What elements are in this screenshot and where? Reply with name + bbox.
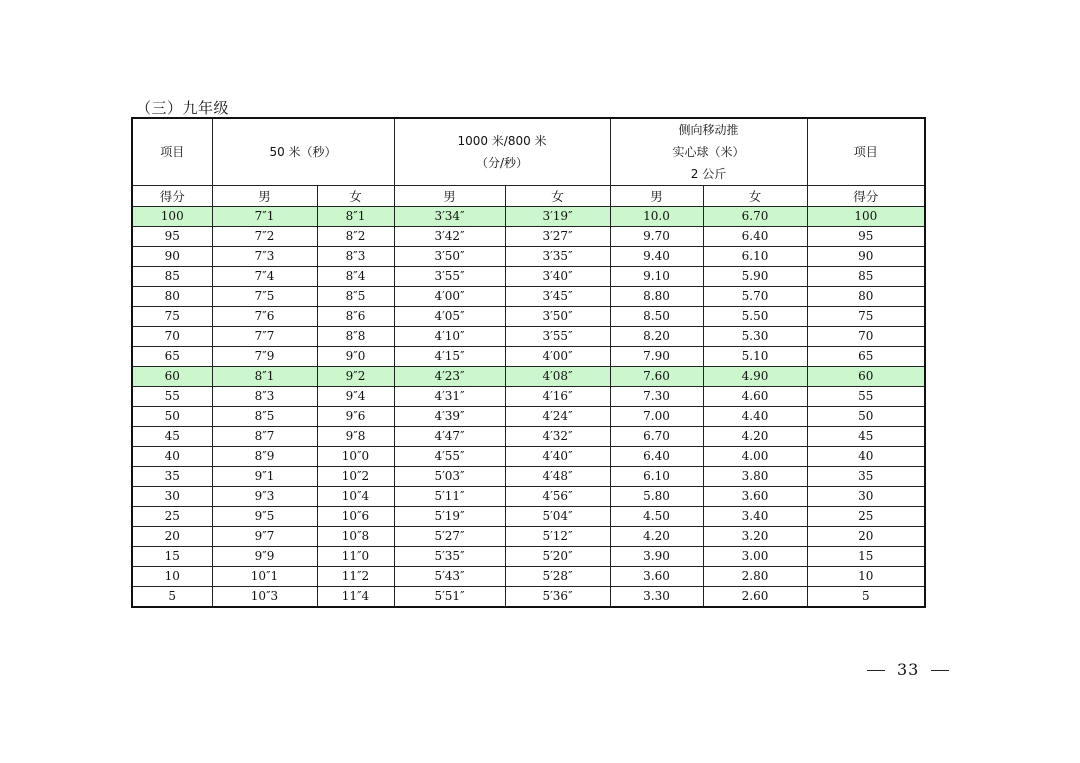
cell-ball-male: 9.40 <box>610 247 703 267</box>
subheader-ball-male: 男 <box>610 186 703 207</box>
table-row <box>132 587 925 608</box>
subheader-long-male: 男 <box>394 186 505 207</box>
table-row <box>132 467 925 487</box>
cell-score-right: 55 <box>807 387 925 407</box>
cell-long-female: 5′28″ <box>505 567 610 587</box>
cell-score-right: 85 <box>807 267 925 287</box>
cell-score: 45 <box>132 427 212 447</box>
cell-ball-male: 6.40 <box>610 447 703 467</box>
table-row <box>132 347 925 367</box>
cell-long-male: 5′19″ <box>394 507 505 527</box>
cell-score: 30 <box>132 487 212 507</box>
table-row <box>132 427 925 447</box>
cell-long-female: 3′50″ <box>505 307 610 327</box>
cell-score-right: 100 <box>807 207 925 227</box>
cell-long-female: 4′00″ <box>505 347 610 367</box>
cell-long-male: 4′05″ <box>394 307 505 327</box>
cell-long-male: 4′39″ <box>394 407 505 427</box>
cell-50m-female: 8″6 <box>317 307 394 327</box>
table-row <box>132 487 925 507</box>
score-table <box>131 117 926 608</box>
cell-long-female: 4′24″ <box>505 407 610 427</box>
cell-long-female: 3′55″ <box>505 327 610 347</box>
cell-long-female: 4′40″ <box>505 447 610 467</box>
cell-ball-male: 3.30 <box>610 587 703 608</box>
table-row <box>132 447 925 467</box>
cell-score: 95 <box>132 227 212 247</box>
section-title: （三）九年级 <box>136 99 230 117</box>
cell-50m-female: 11″0 <box>317 547 394 567</box>
cell-ball-female: 2.60 <box>703 587 807 608</box>
table-row <box>132 307 925 327</box>
cell-ball-female: 5.10 <box>703 347 807 367</box>
cell-ball-male: 6.70 <box>610 427 703 447</box>
cell-score: 100 <box>132 207 212 227</box>
cell-ball-female: 4.20 <box>703 427 807 447</box>
table-row <box>132 367 925 387</box>
cell-50m-male: 9″1 <box>212 467 317 487</box>
page-number-text: 33 <box>897 660 920 679</box>
cell-score-right: 25 <box>807 507 925 527</box>
cell-long-female: 5′36″ <box>505 587 610 608</box>
cell-ball-female: 4.00 <box>703 447 807 467</box>
cell-score: 80 <box>132 287 212 307</box>
subheader-score-left: 得分 <box>132 186 212 207</box>
cell-ball-female: 5.50 <box>703 307 807 327</box>
cell-50m-male: 10″1 <box>212 567 317 587</box>
table-row <box>132 507 925 527</box>
cell-score: 10 <box>132 567 212 587</box>
cell-long-male: 5′27″ <box>394 527 505 547</box>
cell-score: 50 <box>132 407 212 427</box>
cell-long-male: 5′43″ <box>394 567 505 587</box>
table-row <box>132 407 925 427</box>
cell-ball-male: 10.0 <box>610 207 703 227</box>
cell-score: 85 <box>132 267 212 287</box>
cell-50m-female: 9″6 <box>317 407 394 427</box>
cell-score: 40 <box>132 447 212 467</box>
cell-50m-female: 11″2 <box>317 567 394 587</box>
cell-ball-male: 7.30 <box>610 387 703 407</box>
cell-long-male: 4′23″ <box>394 367 505 387</box>
cell-score: 15 <box>132 547 212 567</box>
cell-score-right: 90 <box>807 247 925 267</box>
cell-50m-male: 7″9 <box>212 347 317 367</box>
cell-ball-female: 3.80 <box>703 467 807 487</box>
cell-long-male: 4′31″ <box>394 387 505 407</box>
cell-score-right: 50 <box>807 407 925 427</box>
cell-50m-female: 8″8 <box>317 327 394 347</box>
cell-score-right: 40 <box>807 447 925 467</box>
cell-long-female: 4′16″ <box>505 387 610 407</box>
cell-50m-female: 10″6 <box>317 507 394 527</box>
cell-50m-male: 7″6 <box>212 307 317 327</box>
cell-score-right: 45 <box>807 427 925 447</box>
cell-score-right: 10 <box>807 567 925 587</box>
subheader-ball-female: 女 <box>703 186 807 207</box>
cell-score: 90 <box>132 247 212 267</box>
cell-long-male: 3′42″ <box>394 227 505 247</box>
cell-ball-male: 8.20 <box>610 327 703 347</box>
cell-long-female: 4′08″ <box>505 367 610 387</box>
cell-score-right: 75 <box>807 307 925 327</box>
header-ball-line3: 2 公斤 <box>690 167 727 181</box>
cell-50m-male: 7″5 <box>212 287 317 307</box>
cell-ball-female: 4.90 <box>703 367 807 387</box>
header-item-left: 项目 <box>132 118 212 186</box>
cell-long-female: 3′27″ <box>505 227 610 247</box>
cell-50m-male: 8″7 <box>212 427 317 447</box>
header-row <box>132 118 925 186</box>
cell-long-female: 3′19″ <box>505 207 610 227</box>
table-row <box>132 387 925 407</box>
cell-score-right: 15 <box>807 547 925 567</box>
header-ball-line2: 实心球（米） <box>672 145 745 159</box>
cell-long-female: 4′32″ <box>505 427 610 447</box>
cell-ball-male: 7.60 <box>610 367 703 387</box>
cell-ball-female: 6.40 <box>703 227 807 247</box>
cell-long-female: 3′35″ <box>505 247 610 267</box>
table-row <box>132 227 925 247</box>
page-dash-left <box>867 670 885 671</box>
cell-50m-male: 7″4 <box>212 267 317 287</box>
cell-long-male: 5′03″ <box>394 467 505 487</box>
cell-score: 75 <box>132 307 212 327</box>
cell-50m-female: 11″4 <box>317 587 394 608</box>
subheader-50m-female: 女 <box>317 186 394 207</box>
cell-long-male: 4′47″ <box>394 427 505 447</box>
cell-score: 60 <box>132 367 212 387</box>
cell-long-male: 4′10″ <box>394 327 505 347</box>
cell-50m-male: 9″9 <box>212 547 317 567</box>
cell-score: 70 <box>132 327 212 347</box>
cell-50m-male: 7″1 <box>212 207 317 227</box>
cell-50m-female: 9″4 <box>317 387 394 407</box>
cell-long-male: 4′15″ <box>394 347 505 367</box>
table-row <box>132 287 925 307</box>
cell-score: 5 <box>132 587 212 608</box>
cell-50m-female: 10″2 <box>317 467 394 487</box>
cell-ball-female: 3.60 <box>703 487 807 507</box>
cell-ball-male: 3.60 <box>610 567 703 587</box>
cell-ball-male: 3.90 <box>610 547 703 567</box>
cell-score-right: 80 <box>807 287 925 307</box>
cell-long-male: 3′34″ <box>394 207 505 227</box>
header-long-run <box>394 118 610 186</box>
header-ball-line1: 侧向移动推 <box>678 123 739 137</box>
table-row <box>132 267 925 287</box>
cell-50m-male: 8″9 <box>212 447 317 467</box>
cell-ball-male: 5.80 <box>610 487 703 507</box>
table-row <box>132 527 925 547</box>
cell-long-female: 5′04″ <box>505 507 610 527</box>
subheader-score-right: 得分 <box>807 186 925 207</box>
cell-ball-female: 5.70 <box>703 287 807 307</box>
cell-long-male: 5′11″ <box>394 487 505 507</box>
cell-50m-male: 9″7 <box>212 527 317 547</box>
cell-50m-male: 10″3 <box>212 587 317 608</box>
cell-score-right: 95 <box>807 227 925 247</box>
cell-ball-female: 5.90 <box>703 267 807 287</box>
cell-ball-female: 3.20 <box>703 527 807 547</box>
cell-score-right: 35 <box>807 467 925 487</box>
cell-50m-male: 9″3 <box>212 487 317 507</box>
cell-50m-male: 9″5 <box>212 507 317 527</box>
cell-score: 25 <box>132 507 212 527</box>
cell-long-female: 4′48″ <box>505 467 610 487</box>
cell-long-male: 4′55″ <box>394 447 505 467</box>
cell-ball-female: 4.60 <box>703 387 807 407</box>
cell-50m-female: 10″0 <box>317 447 394 467</box>
cell-long-male: 3′50″ <box>394 247 505 267</box>
cell-50m-male: 8″3 <box>212 387 317 407</box>
cell-long-female: 5′20″ <box>505 547 610 567</box>
cell-50m-female: 9″0 <box>317 347 394 367</box>
cell-50m-female: 10″8 <box>317 527 394 547</box>
page-number <box>855 660 961 679</box>
cell-ball-female: 3.40 <box>703 507 807 527</box>
cell-ball-male: 9.70 <box>610 227 703 247</box>
table-row <box>132 327 925 347</box>
cell-50m-male: 7″2 <box>212 227 317 247</box>
cell-ball-male: 7.00 <box>610 407 703 427</box>
cell-50m-female: 8″3 <box>317 247 394 267</box>
cell-score-right: 60 <box>807 367 925 387</box>
header-50m: 50 米（秒） <box>212 118 394 186</box>
cell-ball-female: 3.00 <box>703 547 807 567</box>
subheader-row <box>132 186 925 207</box>
cell-ball-female: 4.40 <box>703 407 807 427</box>
cell-score: 20 <box>132 527 212 547</box>
cell-50m-male: 8″5 <box>212 407 317 427</box>
cell-50m-female: 9″2 <box>317 367 394 387</box>
cell-50m-female: 8″4 <box>317 267 394 287</box>
cell-long-female: 3′45″ <box>505 287 610 307</box>
table-row <box>132 547 925 567</box>
cell-long-male: 3′55″ <box>394 267 505 287</box>
table-row <box>132 567 925 587</box>
header-ball-throw <box>610 118 807 186</box>
cell-long-male: 5′35″ <box>394 547 505 567</box>
cell-50m-female: 8″2 <box>317 227 394 247</box>
cell-score: 55 <box>132 387 212 407</box>
cell-50m-female: 8″5 <box>317 287 394 307</box>
cell-score-right: 70 <box>807 327 925 347</box>
cell-ball-male: 4.20 <box>610 527 703 547</box>
subheader-long-female: 女 <box>505 186 610 207</box>
cell-long-male: 4′00″ <box>394 287 505 307</box>
subheader-50m-male: 男 <box>212 186 317 207</box>
cell-50m-female: 9″8 <box>317 427 394 447</box>
cell-score-right: 30 <box>807 487 925 507</box>
cell-ball-female: 6.70 <box>703 207 807 227</box>
header-item-right: 项目 <box>807 118 925 186</box>
cell-ball-female: 5.30 <box>703 327 807 347</box>
table-row <box>132 207 925 227</box>
header-long-run-line1: 1000 米/800 米 <box>457 134 547 148</box>
cell-score: 65 <box>132 347 212 367</box>
cell-ball-male: 8.80 <box>610 287 703 307</box>
cell-50m-male: 7″3 <box>212 247 317 267</box>
cell-ball-male: 8.50 <box>610 307 703 327</box>
cell-long-female: 3′40″ <box>505 267 610 287</box>
cell-score: 35 <box>132 467 212 487</box>
cell-ball-female: 2.80 <box>703 567 807 587</box>
cell-score-right: 65 <box>807 347 925 367</box>
cell-50m-male: 8″1 <box>212 367 317 387</box>
page-dash-right <box>931 670 949 671</box>
cell-ball-male: 4.50 <box>610 507 703 527</box>
cell-ball-male: 7.90 <box>610 347 703 367</box>
header-long-run-line2: （分/秒） <box>475 156 529 170</box>
cell-score-right: 20 <box>807 527 925 547</box>
cell-50m-male: 7″7 <box>212 327 317 347</box>
cell-ball-male: 6.10 <box>610 467 703 487</box>
cell-score-right: 5 <box>807 587 925 608</box>
cell-50m-female: 8″1 <box>317 207 394 227</box>
cell-50m-female: 10″4 <box>317 487 394 507</box>
table-row <box>132 247 925 267</box>
cell-ball-male: 9.10 <box>610 267 703 287</box>
cell-long-male: 5′51″ <box>394 587 505 608</box>
cell-long-female: 5′12″ <box>505 527 610 547</box>
cell-long-female: 4′56″ <box>505 487 610 507</box>
cell-ball-female: 6.10 <box>703 247 807 267</box>
